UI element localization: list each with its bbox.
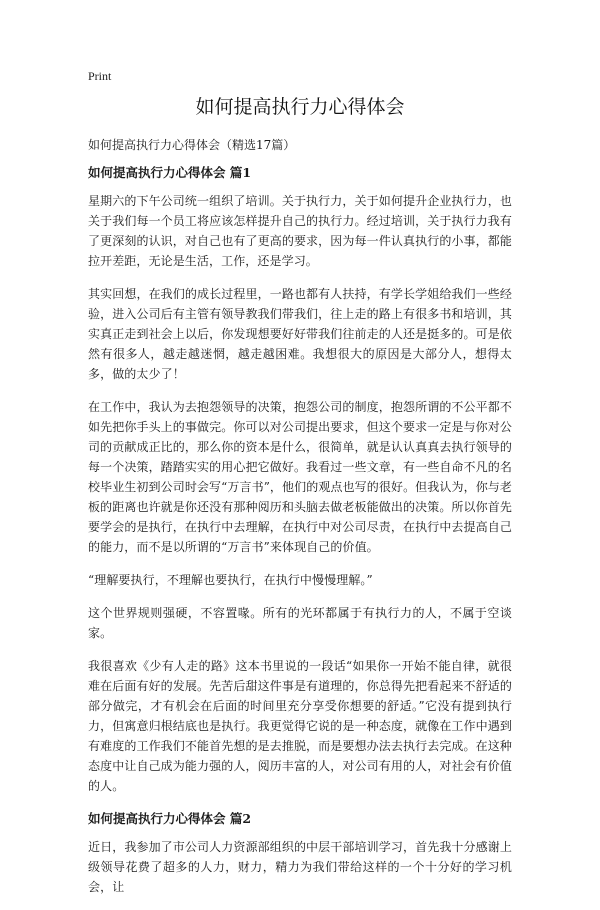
section-1 — [88, 163, 512, 796]
document-subtitle: 如何提高执行力心得体会（精选17篇） — [88, 138, 296, 152]
paragraph: 星期六的下午公司统一组织了培训。关于执行力，关于如何提升企业执行力，也关于我们每一个员工将应该怎样提升自己的执行力。经过培训，关于执行力我有了更深刻的认识，对自己也有了更高的要求，因为每一件认真执行的小事，都能拉开差距，无论是生活，工作，还是学习。 — [88, 194, 512, 268]
paragraph: 其实回想，在我们的成长过程里，一路也都有人扶持，有学长学姐给我们一些经验，进入公司后有主管有领导教我们带我们，往上走的路上有很多书和培训，其实真正走到社会上以后，你发现想要好好带我们往前走的人还是挺多的。可是依然有很多人，越走越迷惘，越走越困难。我想很大的原因是大部分人，想得太多，做的太少了！ — [88, 287, 512, 381]
paragraph: 近日，我参加了市公司人力资源部组织的中层干部培训学习，首先我十分感谢上级领导花费了超多的人力，财力，精力为我们带给这样的一个十分好的学习机会，让 — [88, 840, 512, 894]
section-2 — [88, 809, 512, 897]
paragraph: 这个世界规则强硬，不容置喙。所有的光环都属于有执行力的人，不属于空谈家。 — [88, 606, 512, 640]
quote-paragraph: “理解要执行，不理解也要执行，在执行中慢慢理解。” — [88, 573, 373, 587]
paragraph: 在工作中，我认为去抱怨领导的决策，抱怨公司的制度，抱怨所谓的不公平都不如先把你手头上的事做完。你可以对公司提出要求，但这个要求一定是与你对公司的贡献成正比的，那么你的资本是什么，很简单，就是认认真真去执行领导的每一个决策，踏踏实实的用心把它做好。我看过一些文章，有一些自命不凡的名校毕业生初到公司时会写“万言书”，他们的观点也写的很好。但我认为，你与老板的距离也许就是你还没有那种阅历和头脑去做老板能做出的决策。所以你首先要学会的是执行，在执行中去理解，在执行中对公司尽责，在执行中去提高自己的能力，而不是以所谓的“万言书”来体现自己的价值。 — [88, 400, 512, 554]
page-title: 如何提高执行力心得体会 — [195, 96, 405, 118]
paragraph: 我很喜欢《少有人走的路》这本书里说的一段话“如果你一开始不能自律，就很难在后面有好的发展。先苦后甜这件事是有道理的，你总得先把看起来不舒适的部分做完，才有机会在后面的时间里充分享受你想要的舒适。”它没有提到执行力，但寓意归根结底也是执行。我更觉得它说的是一种态度，就像在工作中遇到有难度的工作我们不能首先想的是去推脱，而是要想办法去执行去完成。在这种态度中让自己成为能力强的人，阅历丰富的人，对公司有用的人，对社会有价值的人。 — [88, 659, 512, 793]
print-link[interactable]: Print — [88, 69, 112, 83]
section-heading: 如何提高执行力心得体会 篇1 — [88, 165, 252, 180]
section-heading: 如何提高执行力心得体会 篇2 — [88, 811, 252, 826]
document-content — [88, 92, 512, 910]
